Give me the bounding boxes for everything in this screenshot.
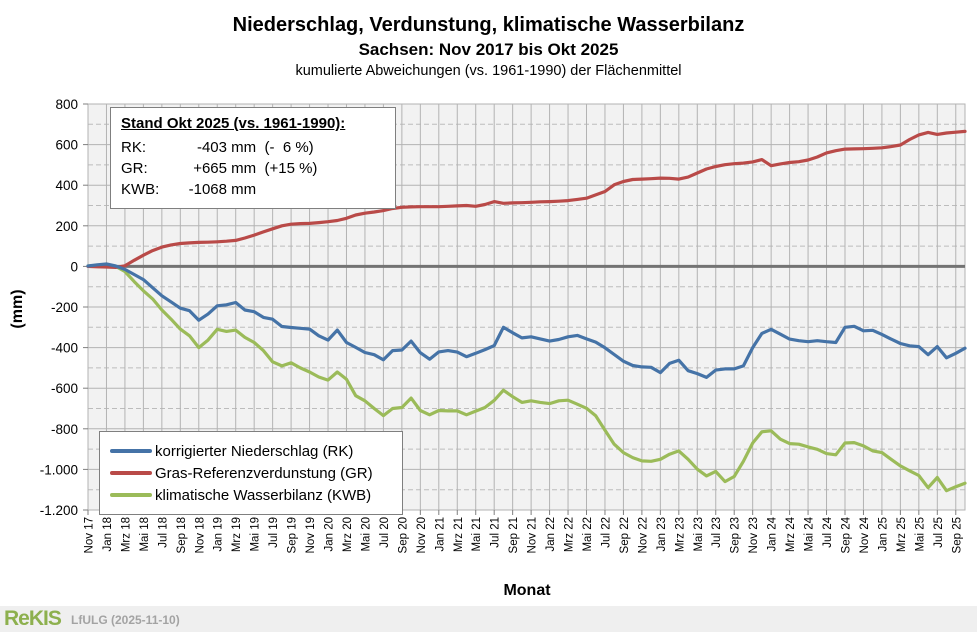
y-tick-label: -400: [50, 340, 78, 356]
legend-label-rk: korrigierter Niederschlag (RK): [155, 442, 354, 460]
x-tick-label: Jul 19: [268, 517, 281, 548]
x-tick-label: Mrz 25: [895, 517, 908, 553]
x-tick-label: Nov 19: [305, 517, 318, 554]
infobox-row-gr: GR: +665 mm (+15 %): [121, 160, 318, 177]
legend-swatch-rk: [110, 449, 152, 453]
x-tick-label: Jul 24: [822, 517, 835, 548]
x-tick-label: Sep 19: [286, 517, 299, 554]
x-tick-label: Mrz 23: [674, 517, 687, 553]
x-tick-label: Nov 24: [858, 517, 871, 554]
y-tick-label: 800: [55, 97, 78, 112]
x-tick-label: Sep 23: [729, 517, 742, 554]
x-tick-label: Jan 25: [877, 517, 890, 552]
x-tick-label: Mai 19: [249, 517, 262, 552]
infobox-rows: [121, 137, 385, 200]
infobox-row-kwb: KWB: -1068 mm: [121, 181, 257, 198]
y-tick-label: 200: [55, 218, 78, 234]
legend-item-kwb: [110, 484, 392, 506]
chart-legend: [99, 431, 403, 515]
x-tick-label: Jan 23: [655, 517, 668, 552]
x-tick-label: Nov 23: [748, 517, 761, 554]
legend-swatch-kwb: [110, 493, 152, 497]
x-tick-label: Jul 20: [378, 517, 391, 548]
x-tick-label: Mrz 20: [341, 517, 354, 553]
x-tick-label: Jan 19: [212, 517, 225, 552]
y-axis-title: (mm): [9, 289, 26, 329]
infobox-title: Stand Okt 2025 (vs. 1961-1990):: [121, 115, 346, 132]
rekis-logo: ReKIS: [4, 607, 61, 630]
x-tick-label: Nov 22: [637, 517, 650, 554]
x-tick-label: Jul 22: [600, 517, 613, 548]
x-tick-label: Mrz 22: [563, 517, 576, 553]
chart-note: kumulierte Abweichungen (vs. 1961-1990) der Flächenmittel: [295, 63, 682, 79]
x-tick-label: Nov 20: [415, 517, 428, 554]
x-tick-label: Mai 21: [471, 517, 484, 552]
x-tick-label: Sep 25: [951, 517, 964, 554]
x-tick-label: Mai 22: [582, 517, 595, 552]
y-tick-label: -600: [50, 381, 78, 397]
status-infobox: [110, 107, 396, 209]
infobox-row-rk: RK: -403 mm (- 6 %): [121, 139, 314, 156]
x-tick-label: Jan 24: [766, 517, 779, 552]
x-tick-label: Nov 18: [194, 517, 207, 554]
x-tick-label: Jan 18: [101, 517, 114, 552]
x-tick-label: Jan 21: [434, 517, 447, 552]
x-tick-label: Jul 25: [932, 517, 945, 548]
x-axis-title: Monat: [503, 582, 551, 599]
y-tick-label: -200: [50, 300, 78, 315]
x-tick-label: Mrz 19: [231, 517, 244, 553]
x-tick-label: Sep 21: [508, 517, 521, 554]
x-tick-label: Mrz 18: [120, 517, 133, 553]
legend-label-kwb: klimatische Wasserbilanz (KWB): [155, 486, 372, 504]
legend-item-gr: [110, 462, 392, 484]
legend-item-rk: [110, 440, 392, 462]
legend-label-gr: Gras-Referenzverdunstung (GR): [155, 464, 373, 482]
y-tick-label: 0: [70, 259, 78, 275]
x-tick-label: Jan 20: [323, 517, 336, 552]
legend-items: [110, 440, 392, 506]
x-tick-label: Mai 24: [803, 517, 816, 552]
x-tick-label: Nov 17: [83, 517, 96, 554]
x-tick-label: Sep 18: [175, 517, 188, 554]
y-tick-label: 400: [55, 178, 78, 194]
x-tick-label: Sep 20: [397, 517, 410, 554]
chart-title: Niederschlag, Verdunstung, klimatische Wasserbilanz: [232, 14, 745, 36]
x-tick-label: Mai 25: [914, 517, 927, 552]
x-tick-label: Jul 23: [711, 517, 724, 548]
x-tick-label: Sep 24: [840, 517, 853, 554]
footer-source-text: LfULG (2025-11-10): [71, 613, 180, 627]
x-tick-label: Jul 21: [489, 517, 502, 548]
x-tick-label: Mrz 24: [785, 517, 798, 553]
x-tick-label: Mai 20: [360, 517, 373, 552]
x-tick-label: Mrz 21: [452, 517, 465, 553]
y-tick-label: -800: [50, 421, 78, 437]
chart-subtitle: Sachsen: Nov 2017 bis Okt 2025: [358, 40, 619, 59]
legend-swatch-gr: [110, 471, 152, 475]
x-tick-label: Jul 18: [157, 517, 170, 548]
y-tick-label: 600: [55, 137, 78, 153]
x-tick-label: Jan 22: [545, 517, 558, 552]
x-tick-label: Mai 23: [692, 517, 705, 552]
x-tick-label: Mai 18: [138, 517, 151, 552]
x-tick-label: Sep 22: [618, 517, 631, 554]
y-tick-label: -1.000: [39, 462, 78, 478]
y-tick-label: -1.200: [39, 503, 78, 518]
x-tick-label: Nov 21: [526, 517, 539, 554]
